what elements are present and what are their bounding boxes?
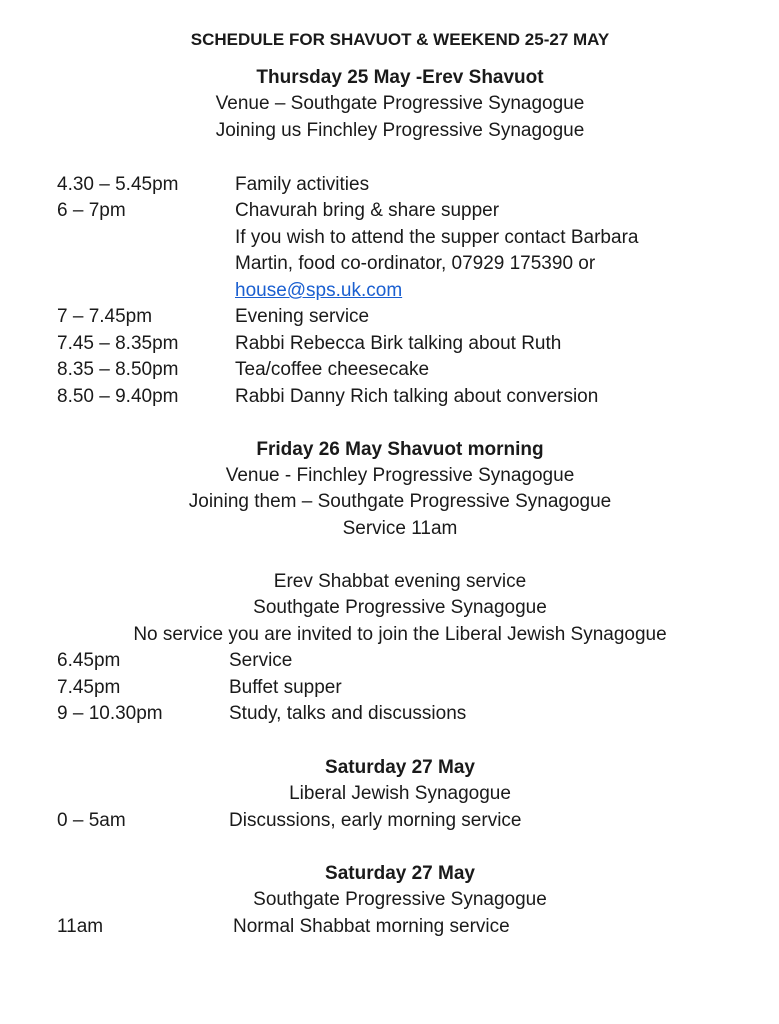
thursday-venue: Venue – Southgate Progressive Synagogue [215,93,585,114]
schedule-time: 11am [57,916,104,937]
erev-shabbat-heading: Erev Shabbat evening service [273,571,527,592]
schedule-activity: Family activities [235,174,370,195]
saturday-heading: Saturday 27 May [325,863,475,884]
schedule-activity: Rabbi Rebecca Birk talking about Ruth [235,333,562,354]
schedule-activity: Rabbi Danny Rich talking about conversion [235,386,599,407]
saturday-heading: Saturday 27 May [325,757,475,778]
erev-shabbat-note: No service you are invited to join the Liberal Jewish Synagogue [133,624,667,645]
schedule-time: 9 – 10.30pm [57,703,163,724]
schedule-time: 7.45 – 8.35pm [57,333,179,354]
schedule-activity: Discussions, early morning service [229,810,522,831]
supper-note: If you wish to attend the supper contact Barbara [235,227,639,248]
page-title: SCHEDULE FOR SHAVUOT & WEEKEND 25-27 MAY [190,30,610,49]
email-link[interactable]: house@sps.uk.com [235,280,403,301]
supper-note: Martin, food co-ordinator, 07929 175390 or [235,253,596,274]
schedule-activity: Tea/coffee cheesecake [235,359,430,380]
thursday-joining: Joining us Finchley Progressive Synagogue [215,120,585,141]
friday-joining: Joining them – Southgate Progressive Synagogue [188,491,612,512]
saturday-venue: Liberal Jewish Synagogue [289,783,511,804]
schedule-time: 6.45pm [57,650,121,671]
erev-shabbat-venue: Southgate Progressive Synagogue [253,597,547,618]
schedule-time: 6 – 7pm [57,200,126,221]
schedule-time: 8.35 – 8.50pm [57,359,179,380]
friday-venue: Venue - Finchley Progressive Synagogue [225,465,575,486]
schedule-activity: Chavurah bring & share supper [235,200,500,221]
schedule-activity: Evening service [235,306,370,327]
schedule-time: 8.50 – 9.40pm [57,386,179,407]
friday-heading: Friday 26 May Shavuot morning [256,439,544,460]
schedule-activity: Service [229,650,293,671]
schedule-time: 7.45pm [57,677,121,698]
schedule-time: 7 – 7.45pm [57,306,153,327]
saturday-venue: Southgate Progressive Synagogue [253,889,547,910]
schedule-activity: Study, talks and discussions [229,703,467,724]
thursday-heading: Thursday 25 May -Erev Shavuot [256,67,544,88]
schedule-activity: Buffet supper [229,677,342,698]
schedule-time: 4.30 – 5.45pm [57,174,179,195]
friday-service: Service 11am [342,518,458,539]
schedule-time: 0 – 5am [57,810,126,831]
schedule-activity: Normal Shabbat morning service [233,916,510,937]
